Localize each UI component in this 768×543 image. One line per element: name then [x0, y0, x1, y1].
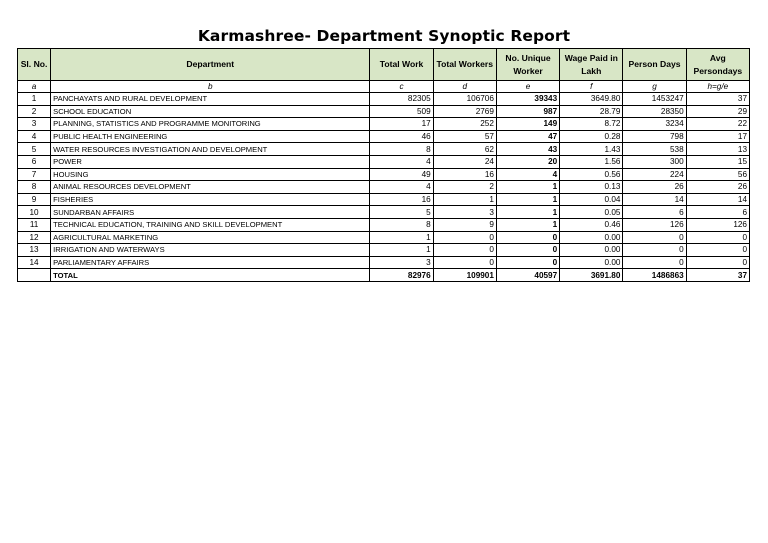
header-unique-worker: No. Unique Worker — [496, 49, 559, 81]
cell-person-days: 0 — [623, 256, 686, 269]
cell-wage-paid: 0.46 — [560, 218, 623, 231]
cell-avg-persondays: 0 — [686, 256, 749, 269]
header-total-workers: Total Workers — [433, 49, 496, 81]
table-row — [18, 256, 750, 269]
cell-sl-no: 4 — [18, 130, 51, 143]
cell-person-days: 14 — [623, 193, 686, 206]
column-letter: b — [51, 81, 370, 93]
cell-department: PANCHAYATS AND RURAL DEVELOPMENT — [51, 93, 370, 106]
cell-wage-paid: 0.04 — [560, 193, 623, 206]
table-row — [18, 155, 750, 168]
cell-person-days: 3234 — [623, 118, 686, 131]
cell-avg-persondays: 0 — [686, 244, 749, 257]
cell-sl-no: 14 — [18, 256, 51, 269]
column-letter: e — [496, 81, 559, 93]
cell-department: WATER RESOURCES INVESTIGATION AND DEVELOPMENT — [51, 143, 370, 156]
cell-avg-persondays: 14 — [686, 193, 749, 206]
total-sl-blank — [18, 269, 51, 282]
cell-sl-no: 6 — [18, 155, 51, 168]
total-unique-worker: 40597 — [496, 269, 559, 282]
cell-total-workers: 57 — [433, 130, 496, 143]
header-wage-paid: Wage Paid in Lakh — [560, 49, 623, 81]
cell-person-days: 0 — [623, 244, 686, 257]
cell-total-workers: 2 — [433, 181, 496, 194]
cell-total-work: 49 — [370, 168, 433, 181]
cell-avg-persondays: 29 — [686, 105, 749, 118]
cell-total-work: 17 — [370, 118, 433, 131]
cell-avg-persondays: 22 — [686, 118, 749, 131]
cell-sl-no: 11 — [18, 218, 51, 231]
cell-wage-paid: 0.56 — [560, 168, 623, 181]
cell-sl-no: 5 — [18, 143, 51, 156]
cell-department: AGRICULTURAL MARKETING — [51, 231, 370, 244]
cell-department: SCHOOL EDUCATION — [51, 105, 370, 118]
cell-department: TECHNICAL EDUCATION, TRAINING AND SKILL DEVELOPMENT — [51, 218, 370, 231]
cell-wage-paid: 1.43 — [560, 143, 623, 156]
cell-department: FISHERIES — [51, 193, 370, 206]
cell-unique-worker: 20 — [496, 155, 559, 168]
cell-wage-paid: 0.00 — [560, 256, 623, 269]
cell-unique-worker: 0 — [496, 256, 559, 269]
cell-sl-no: 12 — [18, 231, 51, 244]
cell-avg-persondays: 56 — [686, 168, 749, 181]
cell-avg-persondays: 17 — [686, 130, 749, 143]
cell-unique-worker: 1 — [496, 181, 559, 194]
cell-wage-paid: 0.05 — [560, 206, 623, 219]
cell-sl-no: 7 — [18, 168, 51, 181]
cell-unique-worker: 0 — [496, 244, 559, 257]
total-person-days: 1486863 — [623, 269, 686, 282]
cell-person-days: 224 — [623, 168, 686, 181]
cell-person-days: 126 — [623, 218, 686, 231]
cell-unique-worker: 4 — [496, 168, 559, 181]
cell-wage-paid: 1.56 — [560, 155, 623, 168]
cell-unique-worker: 987 — [496, 105, 559, 118]
table-row — [18, 218, 750, 231]
cell-unique-worker: 0 — [496, 231, 559, 244]
column-letter: c — [370, 81, 433, 93]
cell-total-workers: 16 — [433, 168, 496, 181]
cell-unique-worker: 1 — [496, 218, 559, 231]
cell-person-days: 0 — [623, 231, 686, 244]
cell-total-workers: 0 — [433, 231, 496, 244]
cell-total-work: 16 — [370, 193, 433, 206]
cell-total-work: 4 — [370, 181, 433, 194]
cell-total-workers: 24 — [433, 155, 496, 168]
header-person-days: Person Days — [623, 49, 686, 81]
total-total-work: 82976 — [370, 269, 433, 282]
table-row — [18, 193, 750, 206]
cell-total-workers: 3 — [433, 206, 496, 219]
column-letter: g — [623, 81, 686, 93]
cell-department: SUNDARBAN AFFAIRS — [51, 206, 370, 219]
column-letter: h=g/e — [686, 81, 749, 93]
cell-person-days: 26 — [623, 181, 686, 194]
cell-total-workers: 2769 — [433, 105, 496, 118]
cell-unique-worker: 149 — [496, 118, 559, 131]
cell-wage-paid: 8.72 — [560, 118, 623, 131]
cell-wage-paid: 0.13 — [560, 181, 623, 194]
cell-person-days: 798 — [623, 130, 686, 143]
cell-person-days: 1453247 — [623, 93, 686, 106]
cell-total-work: 8 — [370, 218, 433, 231]
cell-unique-worker: 43 — [496, 143, 559, 156]
cell-total-work: 82305 — [370, 93, 433, 106]
table-row — [18, 168, 750, 181]
table-row — [18, 118, 750, 131]
cell-sl-no: 13 — [18, 244, 51, 257]
cell-sl-no: 1 — [18, 93, 51, 106]
cell-sl-no: 3 — [18, 118, 51, 131]
cell-avg-persondays: 26 — [686, 181, 749, 194]
cell-department: PLANNING, STATISTICS AND PROGRAMME MONITORING — [51, 118, 370, 131]
cell-wage-paid: 3649.80 — [560, 93, 623, 106]
cell-total-work: 1 — [370, 231, 433, 244]
cell-total-workers: 9 — [433, 218, 496, 231]
total-label: TOTAL — [51, 269, 370, 282]
table-row — [18, 231, 750, 244]
cell-person-days: 538 — [623, 143, 686, 156]
column-letter: a — [18, 81, 51, 93]
cell-sl-no: 2 — [18, 105, 51, 118]
header-avg-persondays: Avg Persondays — [686, 49, 749, 81]
cell-sl-no: 8 — [18, 181, 51, 194]
cell-total-workers: 62 — [433, 143, 496, 156]
cell-total-workers: 106706 — [433, 93, 496, 106]
cell-department: IRRIGATION AND WATERWAYS — [51, 244, 370, 257]
header-department: Department — [51, 49, 370, 81]
cell-wage-paid: 0.28 — [560, 130, 623, 143]
table-row — [18, 143, 750, 156]
cell-total-workers: 1 — [433, 193, 496, 206]
cell-avg-persondays: 0 — [686, 231, 749, 244]
table-row — [18, 181, 750, 194]
cell-total-work: 1 — [370, 244, 433, 257]
cell-department: POWER — [51, 155, 370, 168]
column-letter-row — [18, 81, 750, 93]
cell-avg-persondays: 13 — [686, 143, 749, 156]
header-row — [18, 49, 750, 81]
cell-department: HOUSING — [51, 168, 370, 181]
cell-total-work: 8 — [370, 143, 433, 156]
cell-unique-worker: 1 — [496, 193, 559, 206]
cell-sl-no: 9 — [18, 193, 51, 206]
total-row — [18, 269, 750, 282]
column-letter: d — [433, 81, 496, 93]
total-total-workers: 109901 — [433, 269, 496, 282]
header-sl-no: Sl. No. — [18, 49, 51, 81]
header-total-work: Total Work — [370, 49, 433, 81]
cell-wage-paid: 28.79 — [560, 105, 623, 118]
table-body — [18, 81, 750, 282]
cell-total-workers: 252 — [433, 118, 496, 131]
report-title: Karmashree- Department Synoptic Report — [197, 27, 571, 45]
cell-unique-worker: 39343 — [496, 93, 559, 106]
cell-total-work: 46 — [370, 130, 433, 143]
cell-person-days: 300 — [623, 155, 686, 168]
cell-total-workers: 0 — [433, 244, 496, 257]
cell-avg-persondays: 37 — [686, 93, 749, 106]
cell-wage-paid: 0.00 — [560, 244, 623, 257]
cell-total-work: 5 — [370, 206, 433, 219]
cell-department: PUBLIC HEALTH ENGINEERING — [51, 130, 370, 143]
synoptic-report-table — [17, 48, 750, 282]
cell-total-work: 3 — [370, 256, 433, 269]
cell-avg-persondays: 15 — [686, 155, 749, 168]
cell-total-work: 4 — [370, 155, 433, 168]
cell-person-days: 6 — [623, 206, 686, 219]
cell-unique-worker: 47 — [496, 130, 559, 143]
table-row — [18, 93, 750, 106]
cell-total-work: 509 — [370, 105, 433, 118]
table-row — [18, 244, 750, 257]
table-row — [18, 206, 750, 219]
table-row — [18, 130, 750, 143]
cell-department: PARLIAMENTARY AFFAIRS — [51, 256, 370, 269]
total-wage-paid: 3691.80 — [560, 269, 623, 282]
cell-avg-persondays: 6 — [686, 206, 749, 219]
table-row — [18, 105, 750, 118]
cell-department: ANIMAL RESOURCES DEVELOPMENT — [51, 181, 370, 194]
cell-avg-persondays: 126 — [686, 218, 749, 231]
total-avg-persondays: 37 — [686, 269, 749, 282]
cell-person-days: 28350 — [623, 105, 686, 118]
cell-wage-paid: 0.00 — [560, 231, 623, 244]
column-letter: f — [560, 81, 623, 93]
cell-sl-no: 10 — [18, 206, 51, 219]
cell-unique-worker: 1 — [496, 206, 559, 219]
cell-total-workers: 0 — [433, 256, 496, 269]
